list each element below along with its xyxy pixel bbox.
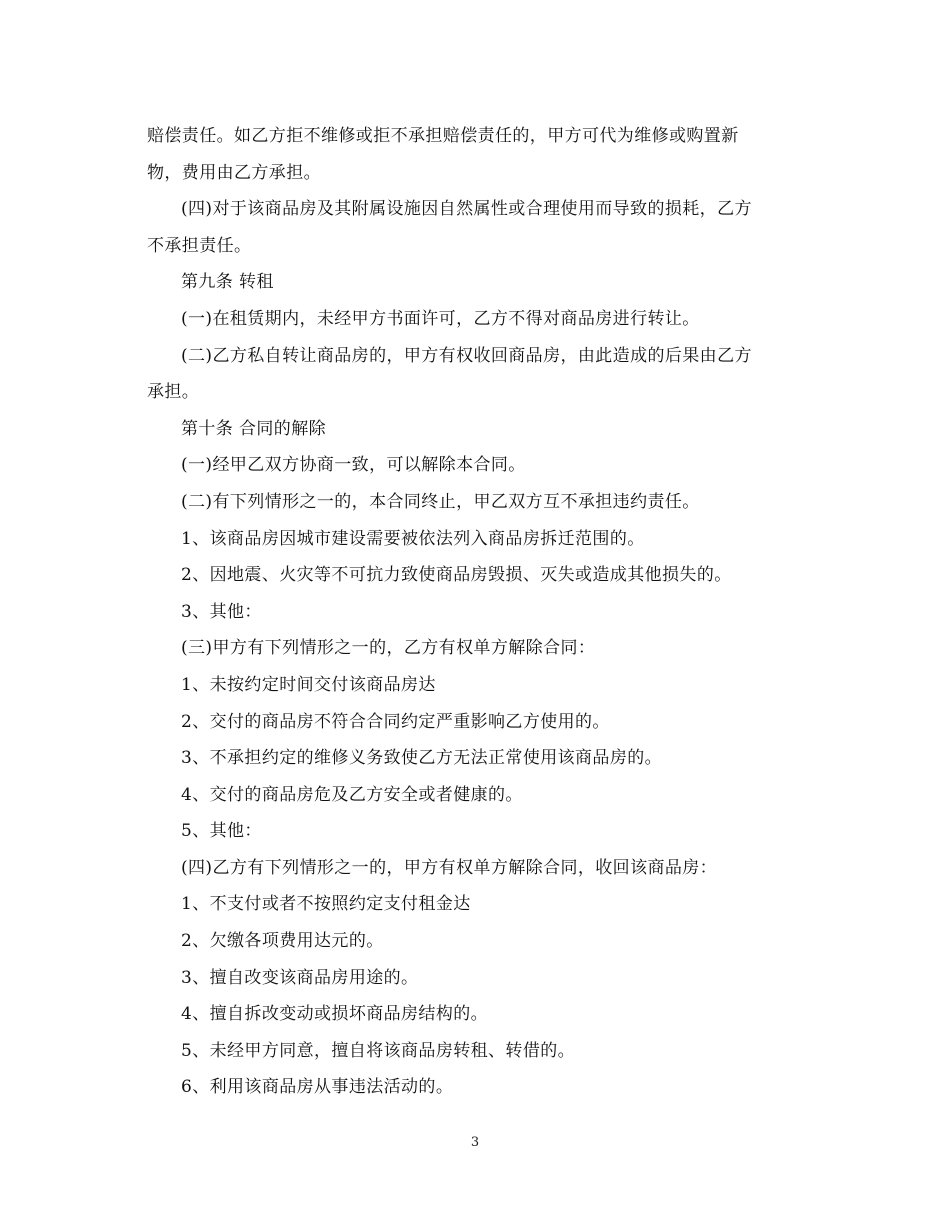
text-line: 1、未按约定时间交付该商品房达 [181, 674, 436, 695]
text-line: 3、不承担约定的维修义务致使乙方无法正常使用该商品房的。 [181, 748, 663, 769]
text-line: 2、欠缴各项费用达元的。 [181, 931, 384, 952]
text-line: 1、该商品房因城市建设需要被依法列入商品房拆迁范围的。 [181, 528, 645, 549]
text-line: 5、未经甲方同意，擅自将该商品房转租、转借的。 [181, 1040, 576, 1061]
text-line: (二)有下列情形之一的，本合同终止，甲乙双方互不承担违约责任。 [181, 491, 700, 512]
text-line: 4、交付的商品房危及乙方安全或者健康的。 [181, 784, 523, 805]
page-number: 3 [470, 1135, 480, 1150]
text-line: 第十条 合同的解除 [181, 418, 327, 439]
text-line: 6、利用该商品房从事违法活动的。 [181, 1077, 454, 1098]
text-line: 2、因地震、火灾等不可抗力致使商品房毁损、灭失或造成其他损失的。 [181, 565, 732, 586]
text-line: (二)乙方私自转让商品房的，甲方有权收回商品房，由此造成的后果由乙方 [181, 345, 752, 366]
text-line: (四)对于该商品房及其附属设施因自然属性或合理使用而导致的损耗，乙方 [181, 199, 752, 220]
text-line: (一)经甲乙双方协商一致，可以解除本合同。 [181, 455, 526, 476]
text-line: 3、擅自改变该商品房用途的。 [181, 967, 419, 988]
text-line: (一)在租赁期内，未经甲方书面许可，乙方不得对商品房进行转让。 [181, 308, 700, 329]
text-line: 4、擅自拆改变动或损坏商品房结构的。 [181, 1004, 489, 1025]
text-line: 5、其他： [181, 821, 262, 842]
text-line: 赔偿责任。如乙方拒不维修或拒不承担赔偿责任的，甲方可代为维修或购置新 [147, 126, 739, 146]
text-line: (三)甲方有下列情形之一的，乙方有权单方解除合同： [181, 638, 596, 659]
text-line: 承担。 [147, 382, 200, 403]
text-line: 3、其他： [181, 601, 262, 622]
text-line: 2、交付的商品房不符合合同约定严重影响乙方使用的。 [181, 711, 610, 732]
text-line: 不承担责任。 [147, 235, 252, 256]
text-line: 物，费用由乙方承担。 [147, 162, 321, 183]
text-line: 第九条 转租 [181, 272, 274, 293]
text-line: (四)乙方有下列情形之一的，甲方有权单方解除合同，收回该商品房： [181, 857, 718, 878]
text-line: 1、不支付或者不按照约定支付租金达 [181, 894, 471, 915]
document-body [147, 118, 812, 1106]
